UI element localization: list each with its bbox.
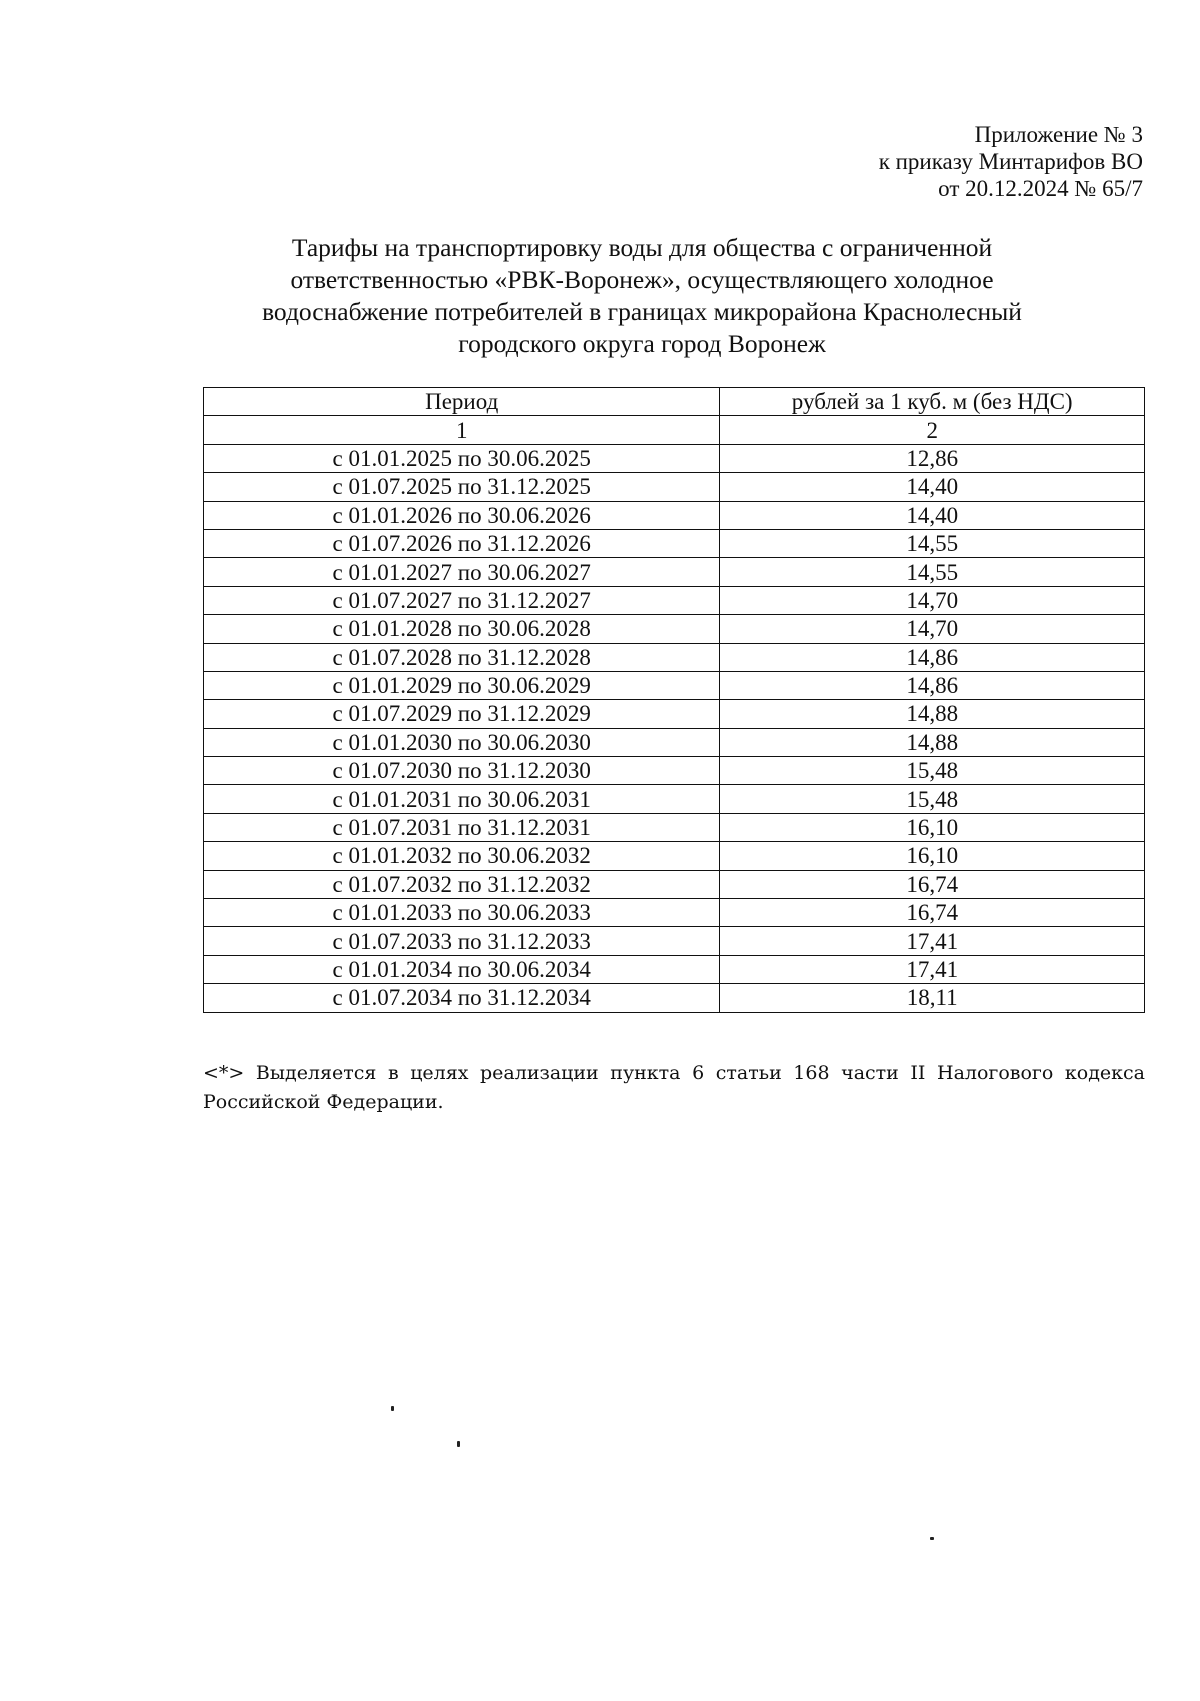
table-row: [204, 444, 1145, 472]
tariff-rows: [204, 444, 1145, 1012]
column-number-2: 2: [720, 416, 1145, 444]
scan-speck: [391, 1406, 394, 1411]
header-period: Период: [204, 388, 720, 416]
period-cell: с 01.01.2028 по 30.06.2028: [204, 615, 720, 643]
period-cell: с 01.07.2025 по 31.12.2025: [204, 473, 720, 501]
period-cell: с 01.01.2032 по 30.06.2032: [204, 842, 720, 870]
title-line: ответственностью «РВК-Воронеж», осуществляющего холодное: [290, 265, 994, 294]
title-line: городского округа город Воронеж: [458, 329, 826, 358]
table-row: [204, 955, 1145, 983]
scan-speck: [930, 1537, 934, 1540]
table-row: [204, 870, 1145, 898]
table-row: [204, 899, 1145, 927]
appendix-reference: [879, 121, 1143, 202]
price-cell: 18,11: [720, 984, 1145, 1012]
period-cell: с 01.01.2030 по 30.06.2030: [204, 728, 720, 756]
table-row: [204, 615, 1145, 643]
column-number-1: 1: [204, 416, 720, 444]
table-row: [204, 728, 1145, 756]
period-cell: с 01.07.2034 по 31.12.2034: [204, 984, 720, 1012]
tariff-table: [203, 387, 1145, 1013]
period-cell: с 01.07.2026 по 31.12.2026: [204, 529, 720, 557]
table-row: [204, 757, 1145, 785]
period-cell: с 01.07.2029 по 31.12.2029: [204, 700, 720, 728]
period-cell: с 01.01.2026 по 30.06.2026: [204, 501, 720, 529]
price-cell: 14,70: [720, 586, 1145, 614]
period-cell: с 01.07.2027 по 31.12.2027: [204, 586, 720, 614]
table-row: [204, 529, 1145, 557]
table-header-row: [204, 388, 1145, 416]
title-line: водоснабжение потребителей в границах микрорайона Краснолесный: [262, 297, 1022, 326]
price-cell: 14,86: [720, 671, 1145, 699]
table-column-number-row: [204, 416, 1145, 444]
period-cell: с 01.01.2025 по 30.06.2025: [204, 444, 720, 472]
table-row: [204, 785, 1145, 813]
price-cell: 14,70: [720, 615, 1145, 643]
period-cell: с 01.01.2034 по 30.06.2034: [204, 955, 720, 983]
document-title: [200, 232, 1084, 360]
table-row: [204, 671, 1145, 699]
period-cell: с 01.07.2033 по 31.12.2033: [204, 927, 720, 955]
period-cell: с 01.07.2032 по 31.12.2032: [204, 870, 720, 898]
table-row: [204, 501, 1145, 529]
title-line: Тарифы на транспортировку воды для общества с ограниченной: [291, 233, 993, 262]
period-cell: с 01.07.2028 по 31.12.2028: [204, 643, 720, 671]
price-cell: 12,86: [720, 444, 1145, 472]
table-row: [204, 700, 1145, 728]
price-cell: 14,88: [720, 728, 1145, 756]
header-price: рублей за 1 куб. м (без НДС): [720, 388, 1145, 416]
table-row: [204, 984, 1145, 1012]
appendix-number: Приложение № 3: [974, 122, 1143, 147]
period-cell: с 01.01.2027 по 30.06.2027: [204, 558, 720, 586]
period-cell: с 01.07.2030 по 31.12.2030: [204, 757, 720, 785]
price-cell: 16,10: [720, 813, 1145, 841]
price-cell: 14,40: [720, 473, 1145, 501]
price-cell: 16,10: [720, 842, 1145, 870]
price-cell: 14,55: [720, 558, 1145, 586]
period-cell: с 01.01.2029 по 30.06.2029: [204, 671, 720, 699]
period-cell: с 01.01.2033 по 30.06.2033: [204, 899, 720, 927]
price-cell: 14,88: [720, 700, 1145, 728]
price-cell: 17,41: [720, 955, 1145, 983]
appendix-order-ref: к приказу Минтарифов ВО: [878, 149, 1143, 174]
price-cell: 14,55: [720, 529, 1145, 557]
footnote: <*> Выделяется в целях реализации пункта 6 статьи 168 части II Налогового кодекса Российской Федерации.: [203, 1062, 1145, 1113]
period-cell: с 01.01.2031 по 30.06.2031: [204, 785, 720, 813]
table-row: [204, 558, 1145, 586]
price-cell: 15,48: [720, 785, 1145, 813]
table-row: [204, 842, 1145, 870]
table-row: [204, 473, 1145, 501]
period-cell: с 01.07.2031 по 31.12.2031: [204, 813, 720, 841]
price-cell: 14,40: [720, 501, 1145, 529]
appendix-order-date: от 20.12.2024 № 65/7: [938, 176, 1143, 201]
table-row: [204, 586, 1145, 614]
price-cell: 16,74: [720, 870, 1145, 898]
table-row: [204, 927, 1145, 955]
price-cell: 17,41: [720, 927, 1145, 955]
table-row: [204, 643, 1145, 671]
price-cell: 15,48: [720, 757, 1145, 785]
price-cell: 16,74: [720, 899, 1145, 927]
price-cell: 14,86: [720, 643, 1145, 671]
table-row: [204, 813, 1145, 841]
scan-speck: [457, 1441, 460, 1447]
